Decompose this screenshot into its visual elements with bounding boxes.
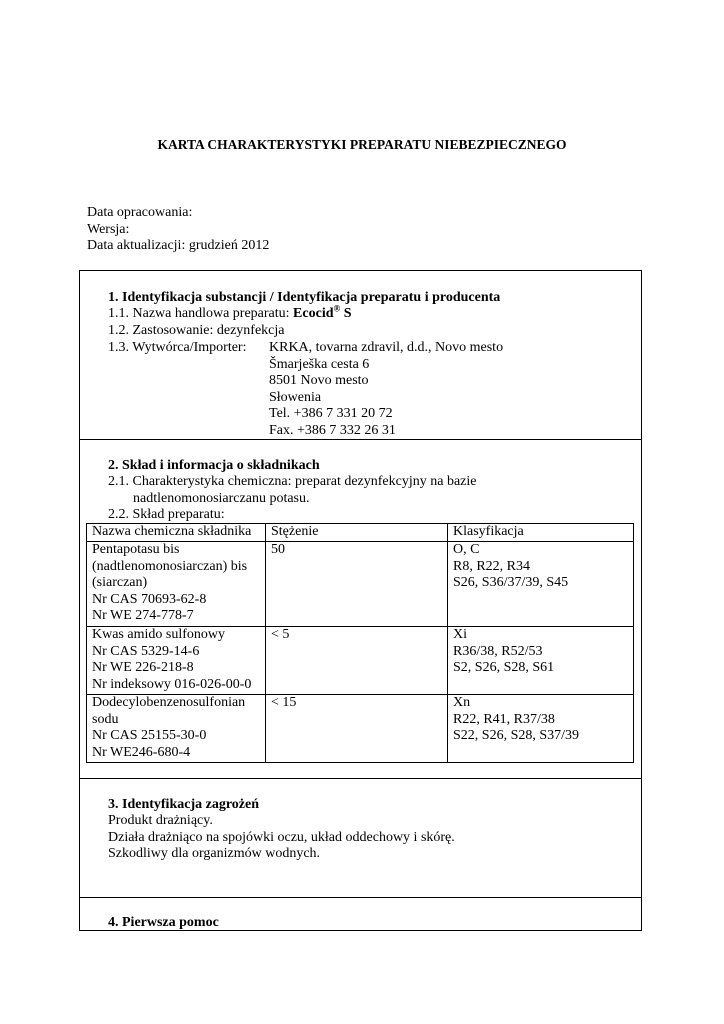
composition-table <box>86 523 634 763</box>
usage: 1.2. Zastosowanie: dezynfekcja <box>108 323 285 338</box>
section-3-heading: 3. Identyfikacja zagrożeń <box>108 797 259 812</box>
cell-line: Nr WE246-680-4 <box>92 744 191 760</box>
cell-line: Nr WE 274-778-7 <box>92 608 194 623</box>
manufacturer-line: Słowenia <box>269 389 322 405</box>
cell-line: Xi <box>453 627 467 642</box>
hazard-line: Działa drażniąco na spojówki oczu, układ oddechowy i skórę. <box>108 829 455 845</box>
classification-cell <box>448 695 634 763</box>
cell-line: Nr WE 226-218-8 <box>92 660 194 675</box>
table-row <box>87 695 634 763</box>
table-row <box>87 627 634 695</box>
trade-name <box>108 303 352 322</box>
manufacturer-phone: Tel. +386 7 331 20 72 <box>269 406 393 421</box>
manufacturer-address <box>269 340 503 439</box>
registered-mark: ® <box>333 303 341 314</box>
table-header-row <box>87 524 634 542</box>
cell-line: Kwas amido sulfonowy <box>92 627 225 642</box>
cell-line: (nadtlenomonosiarczan) bis <box>92 558 248 574</box>
manufacturer-line: 8501 Novo mesto <box>269 373 369 388</box>
concentration-cell <box>266 627 448 695</box>
trade-name-value: Ecocid <box>293 306 334 321</box>
prepared-date-label: Data opracowania: <box>87 205 193 220</box>
cell-line: (siarczan) <box>92 575 148 590</box>
hazard-lines <box>108 813 455 863</box>
section-4-heading: 4. Pierwsza pomoc <box>108 915 219 930</box>
manufacturer-fax: Fax. +386 7 332 26 31 <box>269 422 396 438</box>
update-date-label: Data aktualizacji: grudzień 2012 <box>87 238 270 253</box>
cell-line: Dodecylobenzenosulfonian <box>92 695 246 710</box>
cell-line: Nr indeksowy 016-026-00-0 <box>92 676 252 692</box>
column-header-concentration: Stężenie <box>266 524 448 542</box>
cell-line: S2, S26, S28, S61 <box>453 660 555 675</box>
section-2-heading: 2. Skład i informacja o składnikach <box>108 458 320 473</box>
column-header-name: Nazwa chemiczna składnika <box>87 524 266 542</box>
trade-name-label: 1.1. Nazwa handlowa preparatu: <box>108 306 294 321</box>
concentration-cell <box>266 695 448 763</box>
cell-line: R22, R41, R37/38 <box>453 711 555 727</box>
cell-line: sodu <box>92 711 119 727</box>
component-name-cell <box>87 627 266 695</box>
cell-line: Pentapotasu bis <box>92 542 180 557</box>
trade-name-suffix: S <box>340 306 352 321</box>
section-1-heading: 1. Identyfikacja substancji / Identyfikacja preparatu i producenta <box>108 290 501 305</box>
cell-line: Xn <box>453 695 471 710</box>
classification-cell <box>448 627 634 695</box>
manufacturer-line: Šmarješka cesta 6 <box>269 356 370 372</box>
document-meta <box>87 205 269 255</box>
classification-cell <box>448 542 634 627</box>
cell-line: S22, S26, S28, S37/39 <box>453 728 580 743</box>
characteristics-line-2: nadtlenomonosiarczanu potasu. <box>133 491 310 506</box>
cell-line: < 5 <box>271 627 290 642</box>
cell-line: 50 <box>271 542 285 557</box>
component-name-cell <box>87 542 266 627</box>
document-title: KARTA CHARAKTERYSTYKI PREPARATU NIEBEZPIECZNEGO <box>157 137 567 152</box>
table-row <box>87 542 634 627</box>
cell-line: S26, S36/37/39, S45 <box>453 575 569 590</box>
manufacturer-line: KRKA, tovarna zdravil, d.d., Novo mesto <box>269 340 504 355</box>
component-name-cell <box>87 695 266 763</box>
concentration-cell <box>266 542 448 627</box>
hazard-line: Produkt drażniący. <box>108 813 213 828</box>
column-header-classification: Klasyfikacja <box>448 524 634 542</box>
cell-line: R8, R22, R34 <box>453 558 531 574</box>
cell-line: < 15 <box>271 695 297 710</box>
composition-label: 2.2. Skład preparatu: <box>108 507 225 522</box>
cell-line: Nr CAS 25155-30-0 <box>92 728 207 743</box>
version-label: Wersja: <box>87 221 130 237</box>
cell-line: Nr CAS 5329-14-6 <box>92 643 200 659</box>
cell-line: R36/38, R52/53 <box>453 643 543 659</box>
cell-line: O, C <box>453 542 480 557</box>
manufacturer-label: 1.3. Wytwórca/Importer: <box>108 340 247 355</box>
hazard-line: Szkodliwy dla organizmów wodnych. <box>108 846 321 861</box>
characteristics-line-1: 2.1. Charakterystyka chemiczna: preparat dezynfekcyjny na bazie <box>108 474 477 489</box>
cell-line: Nr CAS 70693-62-8 <box>92 591 207 607</box>
